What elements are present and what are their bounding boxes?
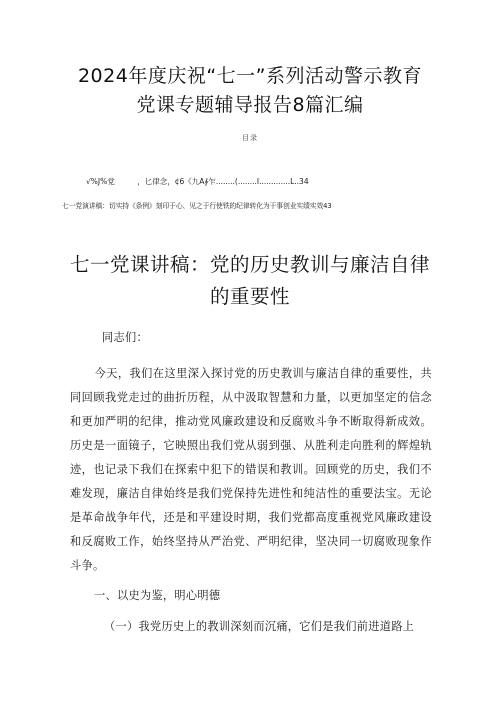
document-title-line-1: 2024年度庆祝“七一”系列活动警示教育 (77, 65, 423, 87)
body-paragraph: 今天，我们在这里深入探讨党的历史教训与廉洁自律的重要性，共同回顾我党走过的曲折历程，从中汲取智慧和力量，以更加坚定的信念和更加严明的纪律，推动党风廉政建设和反腐败斗争不断取得新成效。历史是一面镜子，它映照出我们党从弱到强、从胜利走向胜利的辉煌轨迹，也记录下我们在探索中犯下的错误和教训。回顾党的历史，我们不难发现，廉洁自律始终是我们党保持先进性和纯洁性的重要法宝。无论是革命战争年代，还是和平建设时期，我们党都高度重视党风廉政建设和反腐败工作，始终坚持从严治党、严明纪律，坚决同一切腐败现象作斗争。 (70, 367, 432, 572)
subsection-line: （一）我党历史上的教训深刻而沉痛，它们是我们前进道路上 (104, 620, 415, 633)
speech-title (40, 249, 460, 313)
document-title-line-2: 党课专题辅导报告8篇汇编 (136, 94, 364, 116)
toc-heading: 目录 (242, 134, 258, 142)
toc-entry-1[interactable]: √%J%党 ，匕律念，¢6《九A∮乍........(........I.............L..34 (86, 177, 309, 186)
speech-title-line-1: 七一党课讲稿：党的历史教训与廉洁自律 (69, 253, 430, 276)
document-title (40, 62, 460, 120)
salutation: 同志们： (102, 331, 148, 344)
section-heading: 一、以史为鉴，明心明德 (94, 589, 221, 602)
toc-entry-2[interactable]: 七一党演讲稿：切实持《条例》刻印于心、见之于行使铁的纪律转化为干事创业实绩实效43 (62, 202, 332, 210)
speech-title-line-2: 的重要性 (209, 285, 290, 308)
